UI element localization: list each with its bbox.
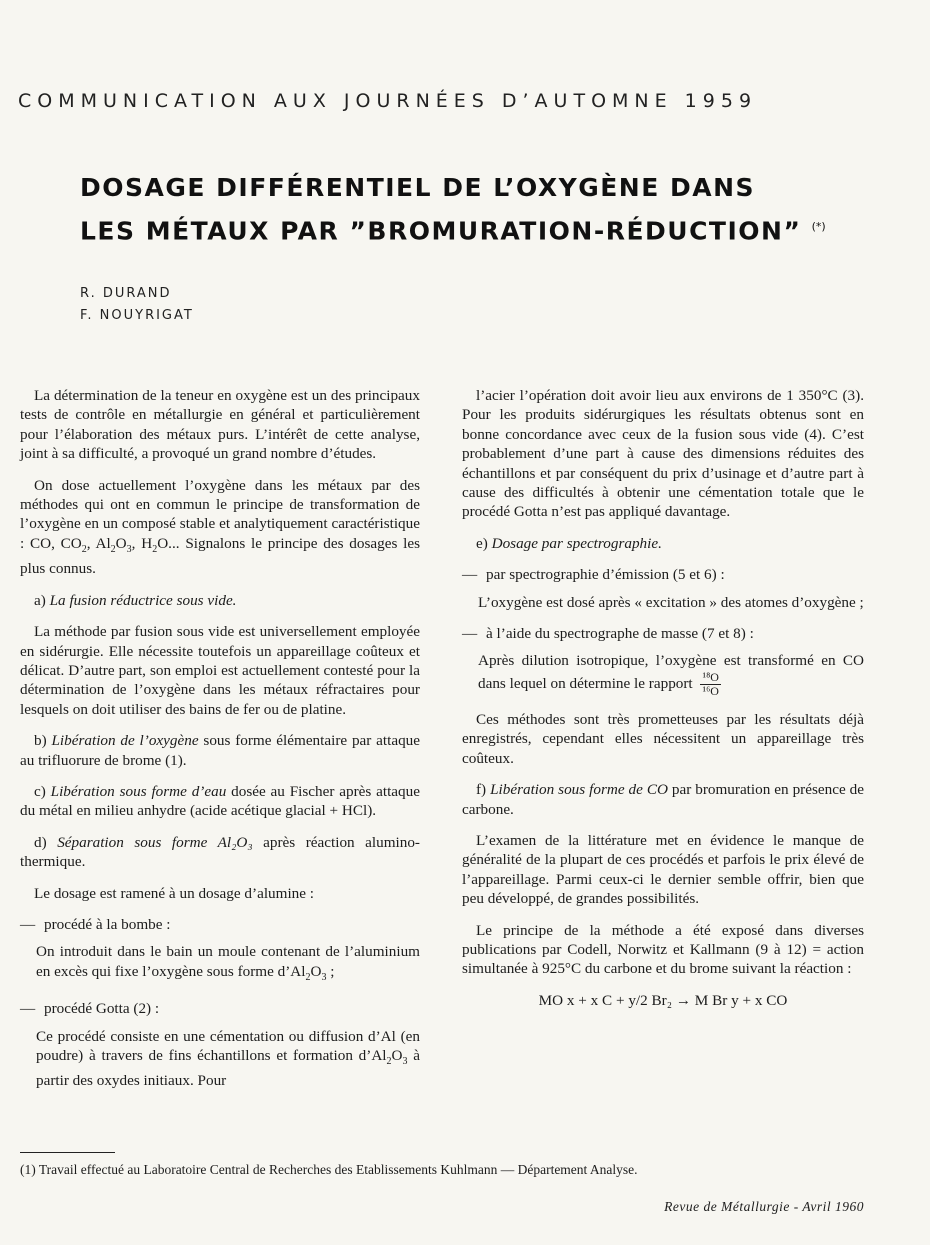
section-heading-f: f) Libération sous forme de CO par bromuration en présence de carbone. bbox=[462, 781, 864, 818]
author: R. DURAND bbox=[80, 286, 172, 301]
paragraph: l’acier l’opération doit avoir lieu aux environs de 1 350°C (3). Pour les produits sidérurgiques les résultats obtenus sont en bonne concordance avec ceux de la fusion sous vide (4). C’est probablement d’une part à cause des dimensions réduites des échantillons et par conséquent du prix d’usinage et d’autre part à cause des difficultés à obtenir une cémentation totale que le procédé Gotta n’est pas appliqué davantage. bbox=[462, 387, 864, 521]
paragraph: Le dosage est ramené à un dosage d’alumine : bbox=[34, 884, 315, 902]
author-list bbox=[80, 283, 194, 327]
section-heading-e: e) Dosage par spectrographie. bbox=[476, 534, 662, 552]
paragraph: On introduit dans le bain un moule contenant de l’aluminium en excès qui fixe l’oxygène sous forme $d’Al_2O_3$ ; bbox=[36, 943, 420, 983]
paragraph: Ce procédé consiste en une cémentation ou diffusion d’Al (en poudre) à travers de fins échantillons et formation $d’Al_2O_3$ à partir des oxydes initiaux. Pour bbox=[36, 1027, 420, 1090]
section-heading-a: a) La fusion réductrice sous vide. bbox=[34, 591, 237, 609]
running-header: COMMUNICATION AUX JOURNÉES D’AUTOMNE 1959 bbox=[18, 90, 758, 112]
journal-footer: Revue de Métallurgie - Avril 1960 bbox=[664, 1199, 864, 1214]
paragraph: Ces méthodes sont très prometteuses par les résultats déjà enregistrés, cependant elles nécessitent un appareillage très coûteux. bbox=[462, 710, 864, 767]
dash-item: — procédé à la bombe : bbox=[20, 915, 171, 933]
paragraph: La méthode par fusion sous vide est universellement employée en sidérurgie. Elle nécessite toutefois un appareillage coûteux et délicat. D’autre part, son emploi est actuellement contesté pour la détermination de l’oxygène dans les métaux réfractaires pour lesquels on doit utiliser des bains de fer ou de platine. bbox=[20, 623, 420, 718]
paragraph: L’oxygène est dosé après « excitation » des atomes d’oxygène ; bbox=[478, 593, 864, 611]
paragraph: Après dilution isotropique, l’oxygène est transformé en CO dans lequel on détermine le rapport $\frac{\text{¹⁸O}}{\text{¹⁶O}}$ bbox=[478, 652, 864, 698]
footnote-rule bbox=[20, 1152, 115, 1153]
title-line-1: DOSAGE DIFFÉRENTIEL DE L’OXYGÈNE DANS bbox=[80, 173, 756, 202]
right-column bbox=[462, 386, 864, 1010]
dash-item: — par spectrographie d’émission (5 et 6) : bbox=[462, 566, 725, 584]
paragraph: La détermination de la teneur en oxygène est un des principaux tests de contrôle en métallurgie en général et particulièrement pour l’élaboration des métaux purs. L’intérêt de cette analyse, joint à sa difficulté, a provoqué un grand nombre d’études. bbox=[20, 387, 420, 463]
footnote: (1) Travail effectué au Laboratoire Central de Recherches des Etablissements Kuhlmann — Département Analyse. bbox=[20, 1162, 638, 1177]
section-heading-c: c) Libération sous forme d’eau dosée au Fischer après attaque du métal en milieu anhydre (acide acétique glacial + HCl). bbox=[20, 782, 420, 820]
title-footnote-mark: (*) bbox=[811, 220, 826, 233]
paragraph: L’examen de la littérature met en évidence le manque de généralité de la plupart de ces procédés et parfois le prix élevé de l’appareillage. Parmi ceux-ci le dernier semble offrir, bien que peu développé, de grandes possibilités. bbox=[462, 831, 864, 908]
title-line-2: LES MÉTAUX PAR ”BROMURATION-RÉDUCTION” (*) bbox=[80, 216, 826, 246]
paragraph: On dose actuellement l’oxygène dans les métaux par des méthodes qui ont en commun le principe de transformation de l’oxygène en un composé stable et analytiquement caractéristique : CO, $CO_2$, $Al_2O_3$, $H_2O$... Signalons le principe des dosages les plus connus. bbox=[20, 476, 420, 578]
section-heading-b: b) Libération de l’oxygène sous forme élémentaire par attaque au trifluorure de brome (1). bbox=[20, 732, 420, 769]
dash-item: — à l’aide du spectrographe de masse (7 et 8) : bbox=[462, 625, 754, 643]
article-title bbox=[80, 168, 900, 250]
isotope-ratio: $\frac{\text{¹⁸O}}{\text{¹⁶O}}$ bbox=[702, 669, 719, 698]
author: F. NOUYRIGAT bbox=[80, 308, 194, 323]
reaction-equation: MO x + x C + y/2 Br₂ → M Br y + x CO bbox=[538, 991, 788, 1009]
left-column bbox=[20, 386, 420, 1103]
paragraph: Le principe de la méthode a été exposé dans diverses publications par Codell, Norwitz et Kallmann (9 à 12) = action simultanée à 925°C du carbone et du brome suivant la réaction : bbox=[462, 921, 864, 978]
section-heading-d: d) Séparation sous forme Al₂O₃ après réaction alumino-thermique. bbox=[20, 833, 420, 871]
dash-item: — procédé Gotta (2) : bbox=[20, 1000, 160, 1018]
